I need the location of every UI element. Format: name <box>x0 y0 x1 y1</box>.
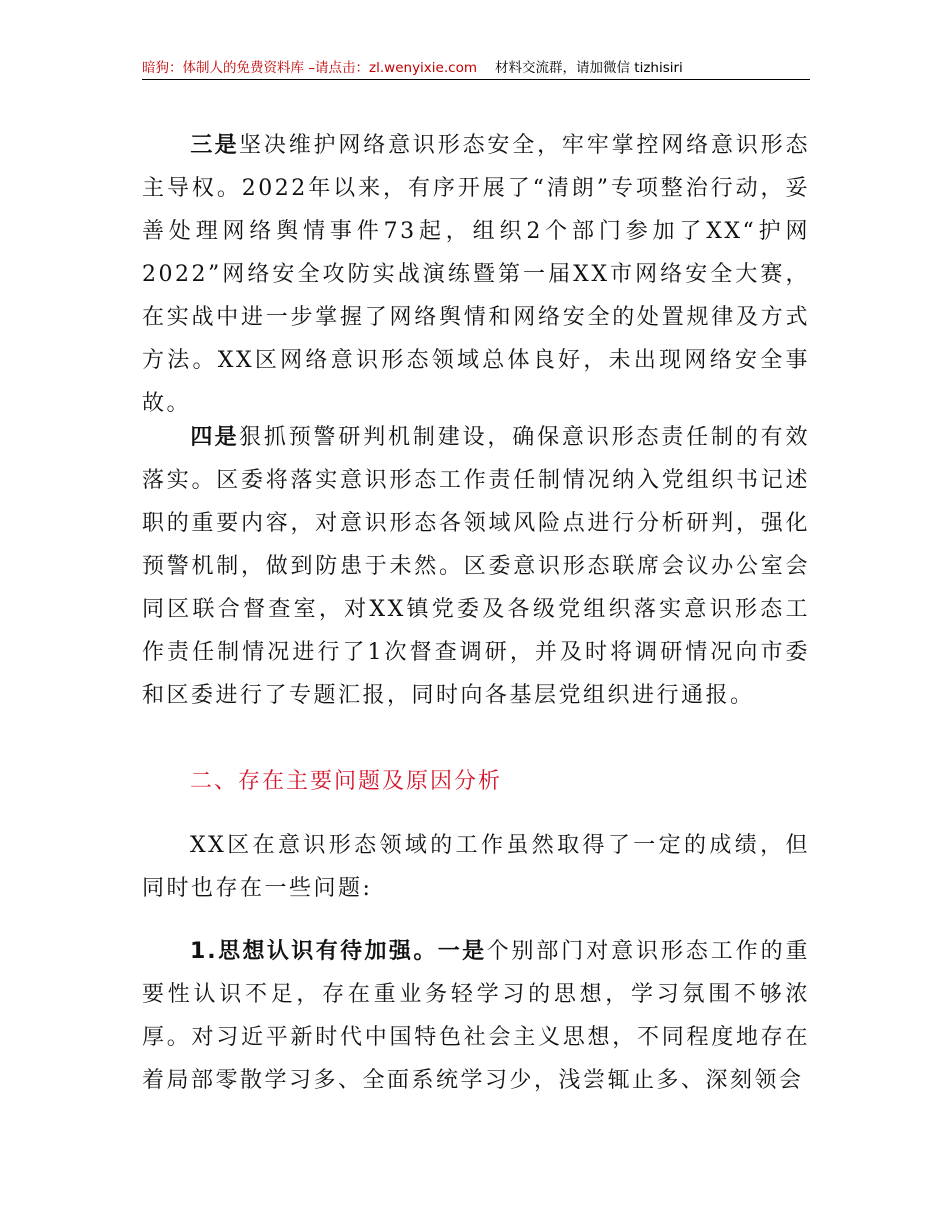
paragraph-body: 个别部门对意识形态工作的重要性认识不足，存在重业务轻学习的思想，学习氛围不够浓厚。对习近平新时代中国特色社会主义思想，不同程度地存在着局部零散学习多、全面系统学习少，浅尝辄止多、深刻领会 <box>142 939 810 1093</box>
header-promo-link[interactable]: 暗狗：体制人的免费资料库 –请点击：zl.wenyixie.com <box>142 60 477 76</box>
paragraph-body: 坚决维护网络意识形态安全，牢牢掌控网络意识形态主导权。2022年以来，有序开展了“清朗”专项整治行动，妥善处理网络舆情事件73起，组织2个部门参加了XX“护网2022”网络安全攻防实战演练暨第一届XX市网络安全大赛，在实战中进一步掌握了网络舆情和网络安全的处置规律及方式方法。XX区网络意识形态领域总体良好，未出现网络安全事故。 <box>142 133 810 416</box>
page-header <box>142 58 810 80</box>
paragraph-body: 狠抓预警研判机制建设，确保意识形态责任制的有效落实。区委将落实意识形态工作责任制情况纳入党组织书记述职的重要内容，对意识形态各领域风险点进行分析研判，强化预警机制，做到防患于未然。区委意识形态联席会议办公室会同区联合督查室，对XX镇党委及各级党组织落实意识形态工作责任制情况进行了1次督查调研，并及时将调研情况向市委和区委进行了专题汇报，同时向各基层党组织进行通报。 <box>142 425 810 708</box>
header-wechat-note: 材料交流群，请加微信 tizhisiri <box>494 60 683 76</box>
paragraph-body: XX区在意识形态领域的工作虽然取得了一定的成绩，但同时也存在一些问题: <box>142 833 810 901</box>
section-heading: 二、存在主要问题及原因分析 <box>190 769 503 794</box>
paragraph-problem-one <box>142 930 810 1102</box>
paragraph-lead: 四是 <box>190 425 240 450</box>
paragraph-lead: 三是 <box>190 133 240 158</box>
paragraph-lead: 1.思想认识有待加强。一是 <box>190 939 487 964</box>
paragraph-point-three <box>142 124 810 425</box>
paragraph-intro <box>142 824 810 910</box>
paragraph-point-four <box>142 416 810 717</box>
